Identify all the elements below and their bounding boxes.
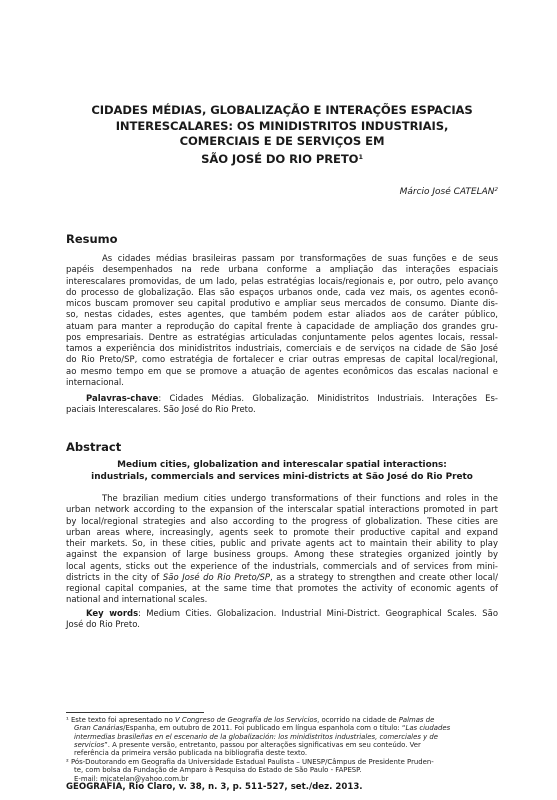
footnote-emphasis: Las ciudades (405, 724, 451, 733)
resumo-line: pos empresariais. Dentre as estratégias articuladas conjuntamente pelos agentes locais, ressal- (66, 331, 498, 342)
abstract-keywords (66, 608, 498, 631)
keywords-line (66, 608, 498, 619)
footnote-text: ¹ Este texto foi apresentado no (66, 716, 175, 724)
footnote-emphasis: servicios (74, 740, 105, 749)
footnote-1 (66, 716, 498, 757)
footnote-marker[interactable]: 1 (358, 152, 363, 161)
abstract-heading: Abstract (66, 440, 122, 454)
abstract-line: their markets. So, in these cities, public and private agents act to maintain their ability to play (66, 538, 498, 548)
abstract-emphasis: São José do Rio Preto/SP (162, 571, 270, 582)
journal-citation: GEOGRAFIA, Rio Claro, v. 38, n. 3, p. 511-527, set./dez. 2013. (66, 782, 363, 792)
footnote-divider (66, 712, 204, 713)
keywords-line: paciais Interescalares. São José do Rio Preto. (66, 404, 256, 415)
footnote-text: , ocorrido na cidade de (317, 716, 399, 724)
footnote-line: E-mail: mjcatelan@yahoo.com.br (74, 774, 189, 783)
title-line (66, 150, 498, 168)
abstract-line: urban areas where, increasingly, agents seek to promote their productive capital and expand (66, 526, 498, 537)
resumo-line: micos buscam promover seu capital produtivo e ampliar seus mercados de consumo. Diante dis- (66, 298, 498, 308)
footnote-line (66, 733, 498, 741)
title-line-text: SÃO JOSÉ DO RIO PRETO (201, 151, 359, 166)
title-line: COMERCIAIS E DE SERVIÇOS EM (179, 134, 385, 148)
keywords-label: Palavras-chave (86, 393, 159, 403)
footnote-line (66, 741, 498, 749)
resumo-line: so, nestas cidades, estes agentes, que também podem estar aliados aos de caráter público, (66, 309, 498, 320)
footnote-emphasis: Palmas de (398, 716, 435, 724)
resumo-line: do processo de globalização. Elas são espaços urbanos onde, cada vez mais, os agentes econô- (66, 286, 498, 297)
footnote-line: te, com bolsa da Fundação de Amparo à Pesquisa do Estado de São Paulo - FAPESP. (74, 766, 362, 775)
abstract-line: local agents, sticks out the experience of the industrials, commercials and of services from mini- (66, 560, 498, 571)
footnote-marker[interactable]: 2 (494, 187, 498, 193)
abstract-text: districts in the city of (66, 571, 163, 582)
footnote-emphasis: intermedias brasileñas en el escenario de la globalización: los minidistritos industriales, comerciales y de (74, 732, 438, 741)
abstract-line: urban network according to the expansion of the interscalar spatial interactions promoted in part (66, 504, 498, 515)
footnote-line (66, 716, 498, 724)
abstract-title (66, 460, 498, 483)
footnote-text: /Espanha, em outubro de 2011. Foi publicado em língua espanhola com o título: “ (123, 724, 406, 733)
abstract-title-line: industrials, commercials and services mini-districts at São José do Rio Preto (91, 471, 473, 482)
resumo-line: papéis desempenhados na rede urbana conforme a ampliação das interações espaciais (66, 264, 498, 275)
resumo-line: internacional. (66, 376, 124, 387)
resumo-line: do Rio Preto/SP, como estratégia de fortalecer e criar outras empresas de capital local/regional, (66, 354, 498, 365)
abstract-title-line: Medium cities, globalization and interescalar spatial interactions: (117, 460, 447, 470)
article-title (66, 103, 498, 167)
abstract-line: national and international scales. (66, 594, 208, 605)
abstract-text: , as a strategy to strengthen and create other local/ (269, 571, 498, 582)
abstract-line: The brazilian medium cities undergo transformations of their functions and roles in the (102, 493, 498, 503)
footnote-line: ² Pós-Doutorando em Geografia da Universidade Estadual Paulista – UNESP/Câmpus de Presidente Pruden- (66, 758, 434, 766)
resumo-line: interescalares promovidas, de um lado, pelas estratégias locais/regionais e, por outro, pelo avanço (66, 275, 498, 286)
resumo-heading: Resumo (66, 232, 118, 246)
footnote-emphasis: V Congreso de Geografía de los Servicios (174, 716, 318, 724)
resumo-line: tamos a experiência dos minidistritos industriais, comerciais e de serviços na cidade de São José (66, 343, 498, 353)
resumo-line: atuam para manter a reprodução do capital frente à capacidade de ampliação dos grandes gru- (66, 320, 498, 331)
keywords-line: José do Rio Preto. (66, 619, 140, 630)
title-line: INTERESCALARES: OS MINIDISTRITOS INDUSTRIAIS, (115, 118, 449, 133)
footnote-line: referência da primeira versão publicada na bibliografia deste texto. (74, 749, 308, 758)
resumo-line: ao mesmo tempo em que se promove a atuação de agentes econômicos das escalas nacional e (66, 365, 498, 376)
keywords-label: Key words (86, 608, 139, 618)
resumo-keywords (66, 393, 498, 416)
author (400, 187, 498, 197)
footnote-text: ”. A presente versão, entretanto, passou por alterações significativas em seu conteúdo. Ver (104, 740, 421, 749)
footnote-line (66, 724, 498, 732)
resumo-line: As cidades médias brasileiras passam por transformações de suas funções e de seus (102, 253, 498, 263)
abstract-line: against the expansion of large business groups. Among these strategies organized jointly by (66, 549, 498, 560)
abstract-line: by local/regional strategies and also according to the progress of globalization. These cities are (66, 515, 498, 526)
abstract-line (66, 572, 498, 583)
footnote-emphasis: Gran Canárias (74, 724, 124, 733)
keywords-text: : Medium Cities. Globalizacion. Industrial Mini-District. Geographical Scales. São (138, 608, 499, 618)
author-name: Márcio José CATELAN (399, 187, 495, 197)
resumo-body (66, 253, 498, 388)
footnote-2 (66, 758, 498, 783)
keywords-text: : Cidades Médias. Globalização. Minidistritos Industriais. Interações Es- (158, 393, 498, 403)
abstract-line: regional capital companies, at the same time that promotes the activity of economic agents of (66, 583, 498, 593)
title-line: CIDADES MÉDIAS, GLOBALIZAÇÃO E INTERAÇÕES ESPACIAS (91, 103, 473, 117)
keywords-line (66, 393, 498, 404)
abstract-body (66, 493, 498, 606)
